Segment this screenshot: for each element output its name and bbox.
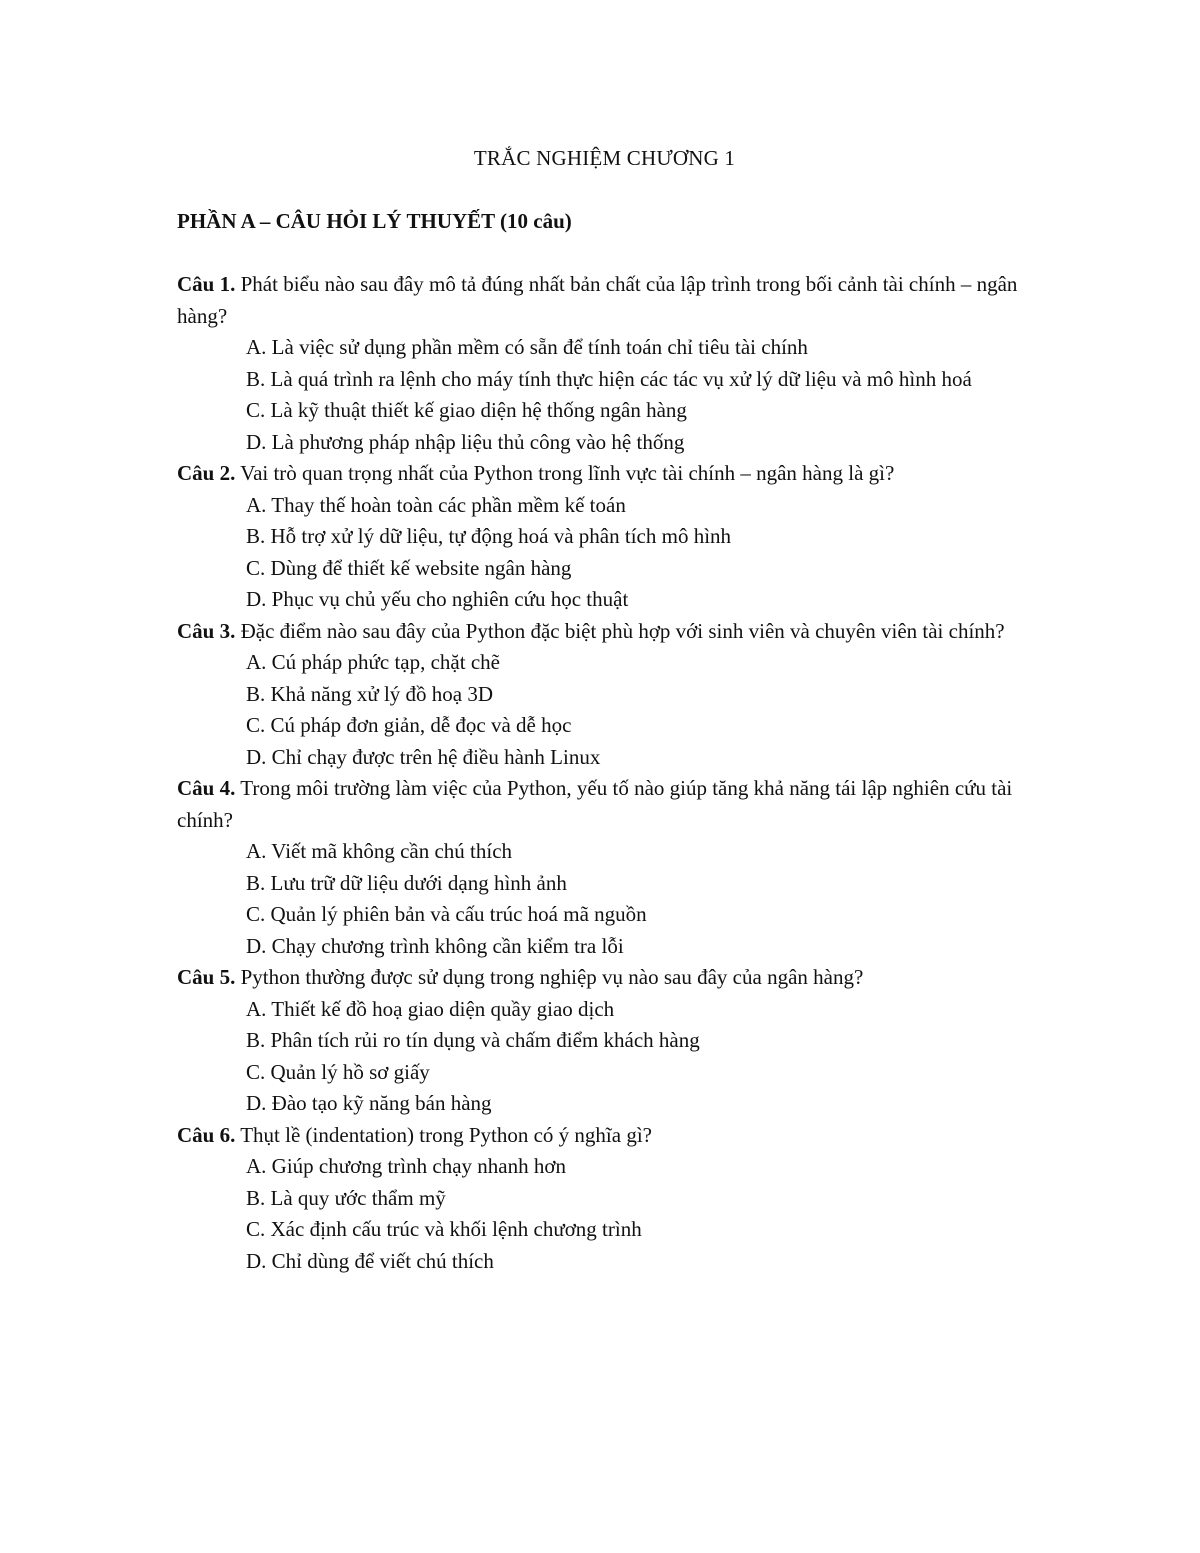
question-2-body: Vai trò quan trọng nhất của Python trong lĩnh vực tài chính – ngân hàng là gì? [235, 461, 895, 485]
option-1c: C. Là kỹ thuật thiết kế giao diện hệ thống ngân hàng [246, 398, 687, 422]
option-1d: D. Là phương pháp nhập liệu thủ công vào hệ thống [246, 429, 685, 454]
question-4-label: Câu 4. [177, 776, 236, 800]
question-5-label: Câu 5. [177, 965, 236, 989]
question-6-options [177, 1151, 1032, 1277]
question-2-options [177, 490, 1032, 616]
option-3b: B. Khả năng xử lý đồ hoạ 3D [246, 681, 494, 706]
option-2b: B. Hỗ trợ xử lý dữ liệu, tự động hoá và phân tích mô hình [246, 524, 732, 548]
option-4d: D. Chạy chương trình không cần kiểm tra lỗi [246, 933, 624, 958]
question-4-body: Trong môi trường làm việc của Python, yếu tố nào giúp tăng khả năng tái lập nghiên cứu tài chính? [177, 776, 1013, 832]
option-4a: A. Viết mã không cần chú thích [246, 839, 513, 863]
question-1 [177, 269, 1032, 458]
question-6-text [177, 1120, 1032, 1152]
question-1-text [177, 269, 1032, 332]
option-5c: C. Quản lý hồ sơ giấy [246, 1059, 430, 1084]
question-4-text [177, 773, 1032, 836]
question-4-options [177, 836, 1032, 962]
option-6a: A. Giúp chương trình chạy nhanh hơn [246, 1154, 566, 1178]
option-6c: C. Xác định cấu trúc và khối lệnh chương trình [246, 1217, 642, 1241]
question-2 [177, 458, 1032, 616]
question-5-options [177, 994, 1032, 1120]
question-1-body: Phát biểu nào sau đây mô tả đúng nhất bản chất của lập trình trong bối cảnh tài chính – ngân hàng? [177, 272, 1018, 328]
page-title: TRẮC NGHIỆM CHƯƠNG 1 [473, 146, 736, 170]
question-5 [177, 962, 1032, 1120]
option-3c: C. Cú pháp đơn giản, dễ đọc và dễ học [246, 713, 572, 737]
option-2a: A. Thay thế hoàn toàn các phần mềm kế toán [246, 492, 626, 517]
option-4b: B. Lưu trữ dữ liệu dưới dạng hình ảnh [246, 870, 567, 895]
option-4c: C. Quản lý phiên bản và cấu trúc hoá mã nguồn [246, 902, 647, 926]
option-3a: A. Cú pháp phức tạp, chặt chẽ [246, 650, 500, 674]
option-1a: A. Là việc sử dụng phần mềm có sẵn để tính toán chỉ tiêu tài chính [246, 335, 808, 359]
question-6-body: Thụt lề (indentation) trong Python có ý nghĩa gì? [235, 1122, 652, 1147]
option-1b: B. Là quá trình ra lệnh cho máy tính thực hiện các tác vụ xử lý dữ liệu và mô hình hoá [246, 366, 972, 391]
question-1-label: Câu 1. [177, 272, 236, 296]
question-3-text [177, 616, 1032, 648]
option-6b: B. Là quy ước thẩm mỹ [246, 1185, 446, 1210]
question-6-label: Câu 6. [177, 1122, 236, 1147]
option-5b: B. Phân tích rủi ro tín dụng và chấm điểm khách hàng [246, 1028, 700, 1052]
question-4 [177, 773, 1032, 962]
question-2-label: Câu 2. [177, 461, 236, 485]
question-3-body: Đặc điểm nào sau đây của Python đặc biệt phù hợp với sinh viên và chuyên viên tài chính? [235, 618, 1005, 643]
option-2c: C. Dùng để thiết kế website ngân hàng [246, 555, 572, 580]
section-heading: PHẦN A – CÂU HỎI LÝ THUYẾT (10 câu) [177, 208, 572, 233]
option-5d: D. Đào tạo kỹ năng bán hàng [246, 1091, 492, 1115]
question-5-body: Python thường được sử dụng trong nghiệp vụ nào sau đây của ngân hàng? [235, 965, 864, 989]
question-3-options [177, 647, 1032, 773]
question-1-options [177, 332, 1032, 458]
question-6 [177, 1120, 1032, 1278]
option-6d: D. Chỉ dùng để viết chú thích [246, 1248, 494, 1273]
question-5-text [177, 962, 1032, 994]
question-2-text [177, 458, 1032, 490]
option-2d: D. Phục vụ chủ yếu cho nghiên cứu học thuật [246, 587, 629, 611]
document-body [177, 143, 1032, 1277]
option-5a: A. Thiết kế đồ hoạ giao diện quầy giao dịch [246, 996, 615, 1021]
question-3 [177, 616, 1032, 774]
option-3d: D. Chỉ chạy được trên hệ điều hành Linux [246, 744, 601, 769]
question-3-label: Câu 3. [177, 618, 236, 643]
